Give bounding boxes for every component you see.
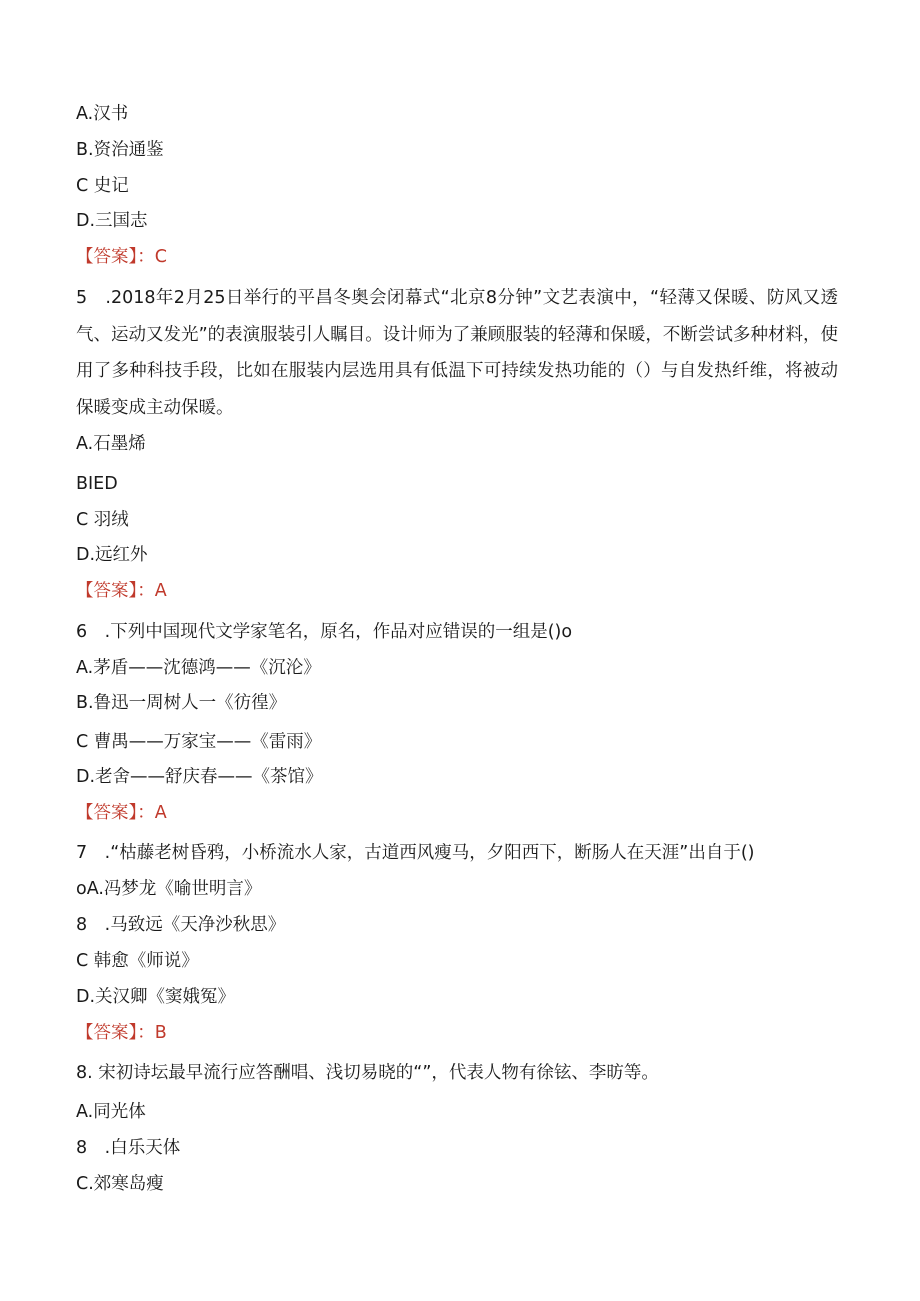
q4-answer: 【答案】：C — [76, 247, 167, 267]
q7-option-d: D.关汉卿《窦娥冤》 — [76, 987, 236, 1007]
q8-option-c: C.郊寒岛瘦 — [76, 1174, 164, 1194]
q8-option-b: 8 .白乐天体 — [76, 1138, 181, 1158]
q6-option-b: B.鲁迅一周树人一《彷徨》 — [76, 693, 287, 713]
q7-stem: 7 .“枯藤老树昏鸦，小桥流水人家，古道西风瘦马，夕阳西下，断肠人在天涯”出自于() — [76, 843, 755, 863]
q4-option-b: B.资治通鉴 — [76, 140, 164, 160]
q7-option-a: oA.冯梦龙《喻世明言》 — [76, 879, 262, 899]
q7-answer: 【答案】：B — [76, 1023, 167, 1043]
q6-option-a: A.茅盾——沈德鸿——《沉沦》 — [76, 658, 321, 678]
q4-option-c: C 史记 — [76, 176, 129, 196]
q6-stem: 6 .下列中国现代文学家笔名，原名，作品对应错误的一组是()o — [76, 622, 573, 642]
q5-answer: 【答案】：A — [76, 581, 167, 601]
q6-option-c: C 曹禺——万家宝——《雷雨》 — [76, 732, 322, 752]
q5-option-c: C 羽绒 — [76, 510, 129, 530]
q7-option-c: C 韩愈《师说》 — [76, 951, 199, 971]
q5-stem: 5 .2018年2月25日举行的平昌冬奥会闭幕式“北京8分钟”文艺表演中，“轻薄又保暖、防风又透气、运动又发光”的表演服装引人瞩目。设计师为了兼顾服装的轻薄和保暖，不断尝试多种材料，使用了多种科技手段，比如在服装内层选用具有低温下可持续发热功能的（）与自发热纤维，将被动保暖变成主动保暖。 — [76, 288, 838, 418]
q8-option-a: A.同光体 — [76, 1102, 146, 1122]
q6-option-d: D.老舍——舒庆春——《茶馆》 — [76, 767, 323, 787]
q4-option-d: D.三国志 — [76, 211, 148, 231]
q4-option-a: A.汉书 — [76, 104, 129, 124]
q8-stem: 8. 宋初诗坛最早流行应答酬唱、浅切易晓的“”，代表人物有徐铉、李昉等。 — [76, 1063, 659, 1083]
q5-option-b: BIED — [76, 474, 118, 494]
q5-option-d: D.远红外 — [76, 545, 148, 565]
q5-option-a: A.石墨烯 — [76, 434, 146, 454]
q6-answer: 【答案】：A — [76, 803, 167, 823]
q7-option-b: 8 .马致远《天净沙秋思》 — [76, 915, 286, 935]
